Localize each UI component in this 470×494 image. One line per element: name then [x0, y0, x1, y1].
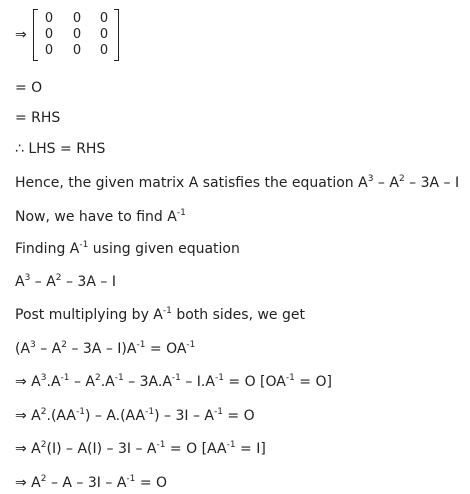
superscript: -1	[171, 373, 181, 383]
text-run: = RHS	[15, 110, 61, 126]
text-run: = O	[15, 80, 43, 96]
equation-line	[15, 373, 332, 391]
superscript: -1	[60, 373, 70, 383]
text-run: – A	[69, 374, 95, 390]
text-run: .A	[100, 374, 115, 390]
matrix-left-bracket	[33, 9, 38, 61]
text-run: ⇒ A	[15, 441, 41, 457]
text-run: ) – 3I – A	[154, 408, 214, 424]
matrix-cell: 0	[44, 11, 54, 26]
text-run: (I) – A(I) – 3I – A	[46, 441, 157, 457]
superscript: 3	[24, 273, 31, 283]
equation-line	[15, 174, 459, 192]
text-run: – I.A	[180, 374, 215, 390]
text-run: = O	[222, 408, 255, 424]
superscript: 3	[40, 373, 47, 383]
superscript: 2	[55, 273, 62, 283]
equation-line	[15, 407, 255, 425]
text-run: Finding A	[15, 241, 80, 257]
superscript: 2	[40, 440, 47, 450]
matrix-right-bracket	[114, 9, 119, 61]
text-run: A	[15, 274, 25, 290]
text-run: = I]	[235, 441, 266, 457]
zero-matrix	[33, 8, 119, 62]
text-run: = O	[135, 475, 168, 491]
text-run: – A	[30, 274, 56, 290]
equation-line	[15, 440, 266, 458]
matrix-cell: 0	[72, 43, 82, 58]
text-run: – A	[35, 341, 62, 357]
text-run: .A	[46, 374, 61, 390]
text-run: – 3A.A	[123, 374, 172, 390]
superscript: 2	[40, 474, 47, 484]
implies-symbol: ⇒	[15, 27, 27, 43]
superscript: -1	[186, 340, 196, 350]
text-run: = O [OA	[223, 374, 286, 390]
superscript: 2	[40, 407, 47, 417]
text-run: Hence, the given matrix A satisfies the equation A	[15, 175, 368, 191]
text-run: – 3A – I	[404, 175, 460, 191]
superscript: 3	[367, 174, 374, 184]
text-run: Post multiplying by A	[15, 307, 163, 323]
superscript: 2	[398, 174, 405, 184]
superscript: 3	[30, 340, 36, 350]
equation-line	[15, 79, 42, 97]
matrix-cell: 0	[72, 11, 82, 26]
text-run: – A – 3I – A	[46, 475, 127, 491]
superscript: -1	[79, 240, 89, 250]
text-run: both sides, we get	[171, 307, 305, 323]
superscript: -1	[75, 407, 85, 417]
equation-line	[15, 140, 105, 158]
text-run: – 3A – I)A	[67, 341, 137, 357]
superscript: -1	[126, 474, 136, 484]
superscript: -1	[226, 440, 236, 450]
text-run: – 3A – I	[61, 274, 116, 290]
superscript: -1	[176, 208, 186, 218]
superscript: -1	[214, 373, 224, 383]
matrix-cell: 0	[44, 43, 54, 58]
text-run: ∴ LHS = RHS	[15, 141, 106, 157]
text-run: (A	[15, 341, 31, 357]
text-run: ⇒ A	[15, 475, 41, 491]
equation-line	[15, 474, 167, 492]
equation-line	[15, 109, 60, 127]
matrix-cell: 0	[44, 27, 54, 42]
text-run: using given equation	[88, 241, 240, 257]
matrix-cell: 0	[99, 43, 109, 58]
superscript: 2	[95, 373, 101, 383]
superscript: -1	[213, 407, 223, 417]
equation-line	[15, 306, 305, 324]
superscript: 2	[61, 340, 67, 350]
equation-line	[15, 340, 195, 358]
superscript: -1	[285, 373, 295, 383]
matrix-cell: 0	[72, 27, 82, 42]
equation-line	[15, 208, 186, 226]
matrix-cell: 0	[99, 11, 109, 26]
text-run: Now, we have to find A	[15, 209, 177, 225]
superscript: -1	[162, 306, 172, 316]
superscript: -1	[156, 440, 166, 450]
text-run: ⇒ A	[15, 374, 41, 390]
text-run: = O [AA	[165, 441, 227, 457]
text-run: ⇒ A	[15, 408, 41, 424]
superscript: -1	[145, 407, 155, 417]
superscript: -1	[114, 373, 124, 383]
text-run: .(AA	[46, 408, 76, 424]
text-run: ) – A.(AA	[84, 408, 146, 424]
equation-line	[15, 240, 240, 258]
text-run: = O]	[294, 374, 332, 390]
superscript: -1	[136, 340, 146, 350]
matrix-cell: 0	[99, 27, 109, 42]
text-run: = OA	[145, 341, 187, 357]
equation-line	[15, 273, 116, 291]
text-run: – A	[373, 175, 399, 191]
